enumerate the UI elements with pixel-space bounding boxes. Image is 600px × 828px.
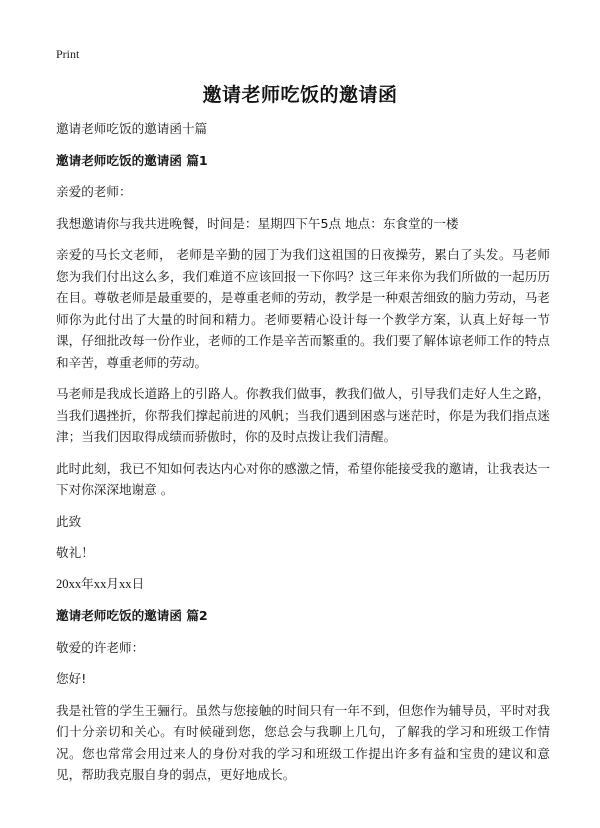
section-2-heading: 邀请老师吃饭的邀请函 篇2 xyxy=(56,608,208,623)
section-1-paragraph: 此时此刻，我已不知如何表达内心对你的感激之情，希望你能接受我的邀请，让我表达一下对你深深地谢意 。 xyxy=(56,460,550,497)
section-1-closing: 敬礼！ xyxy=(56,545,94,560)
section-1-heading: 邀请老师吃饭的邀请函 篇1 xyxy=(56,152,208,168)
section-1-paragraph: 马老师是我成长道路上的引路人。你教我们做事，教我们做人，引导我们走好人生之路，当我们遇挫折，你帮我们撑起前进的风帆；当我们遇到困惑与迷茫时，你是为我们指点迷津；当我们因取得成绩而骄傲时，你的及时点拨让我们清醒。 xyxy=(56,386,550,444)
section-1-closing: 此致 xyxy=(56,513,82,529)
section-2-paragraph: 我是社管的学生王骊行。虽然与您接触的时间只有一年不到，但您作为辅导员，平时对我们十分亲切和关心。有时候碰到您，您总会与我聊上几句，了解我的学习和班级工作情况。您也常常会用过来人的身份对我的学习和班级工作提出许多有益和宝贵的建议和意见，帮助我克服自身的弱点，更好地成长。 xyxy=(56,702,550,782)
section-1-paragraph: 我想邀请你与我共进晚餐，时间是：星期四下午5点 地点：东食堂的一楼 xyxy=(56,215,459,231)
section-1-greeting: 亲爱的老师： xyxy=(56,184,132,199)
page-title: 邀请老师吃饭的邀请函 xyxy=(202,84,398,106)
document-body xyxy=(56,118,550,796)
document-subtitle: 邀请老师吃饭的邀请函十篇 xyxy=(56,121,208,136)
section-2-greeting: 敬爱的许老师： xyxy=(56,639,145,655)
section-2-hello: 您好! xyxy=(56,671,87,686)
print-label: Print xyxy=(56,47,80,61)
section-1-date: 20xx年xx月xx日 xyxy=(56,576,145,591)
section-1-paragraph: 亲爱的马长文老师， 老师是辛勤的园丁为我们这祖国的日夜操劳，累白了头发。马老师您为我们付出这么多，我们难道不应该回报一下你吗？这三年来你为我们所做的一起历历在目。尊敬老师是最重要的，是尊重老师的劳动，教学是一种艰苦细致的脑力劳动，马老师你为此付出了大量的时间和精力。老师要精心设计每一个教学方案，认真上好每一节课，仔细批改每一份作业，老师的工作是辛苦而繁重的。我们要了解体谅老师工作的特点和辛苦，尊重老师的劳动。 xyxy=(56,247,550,370)
